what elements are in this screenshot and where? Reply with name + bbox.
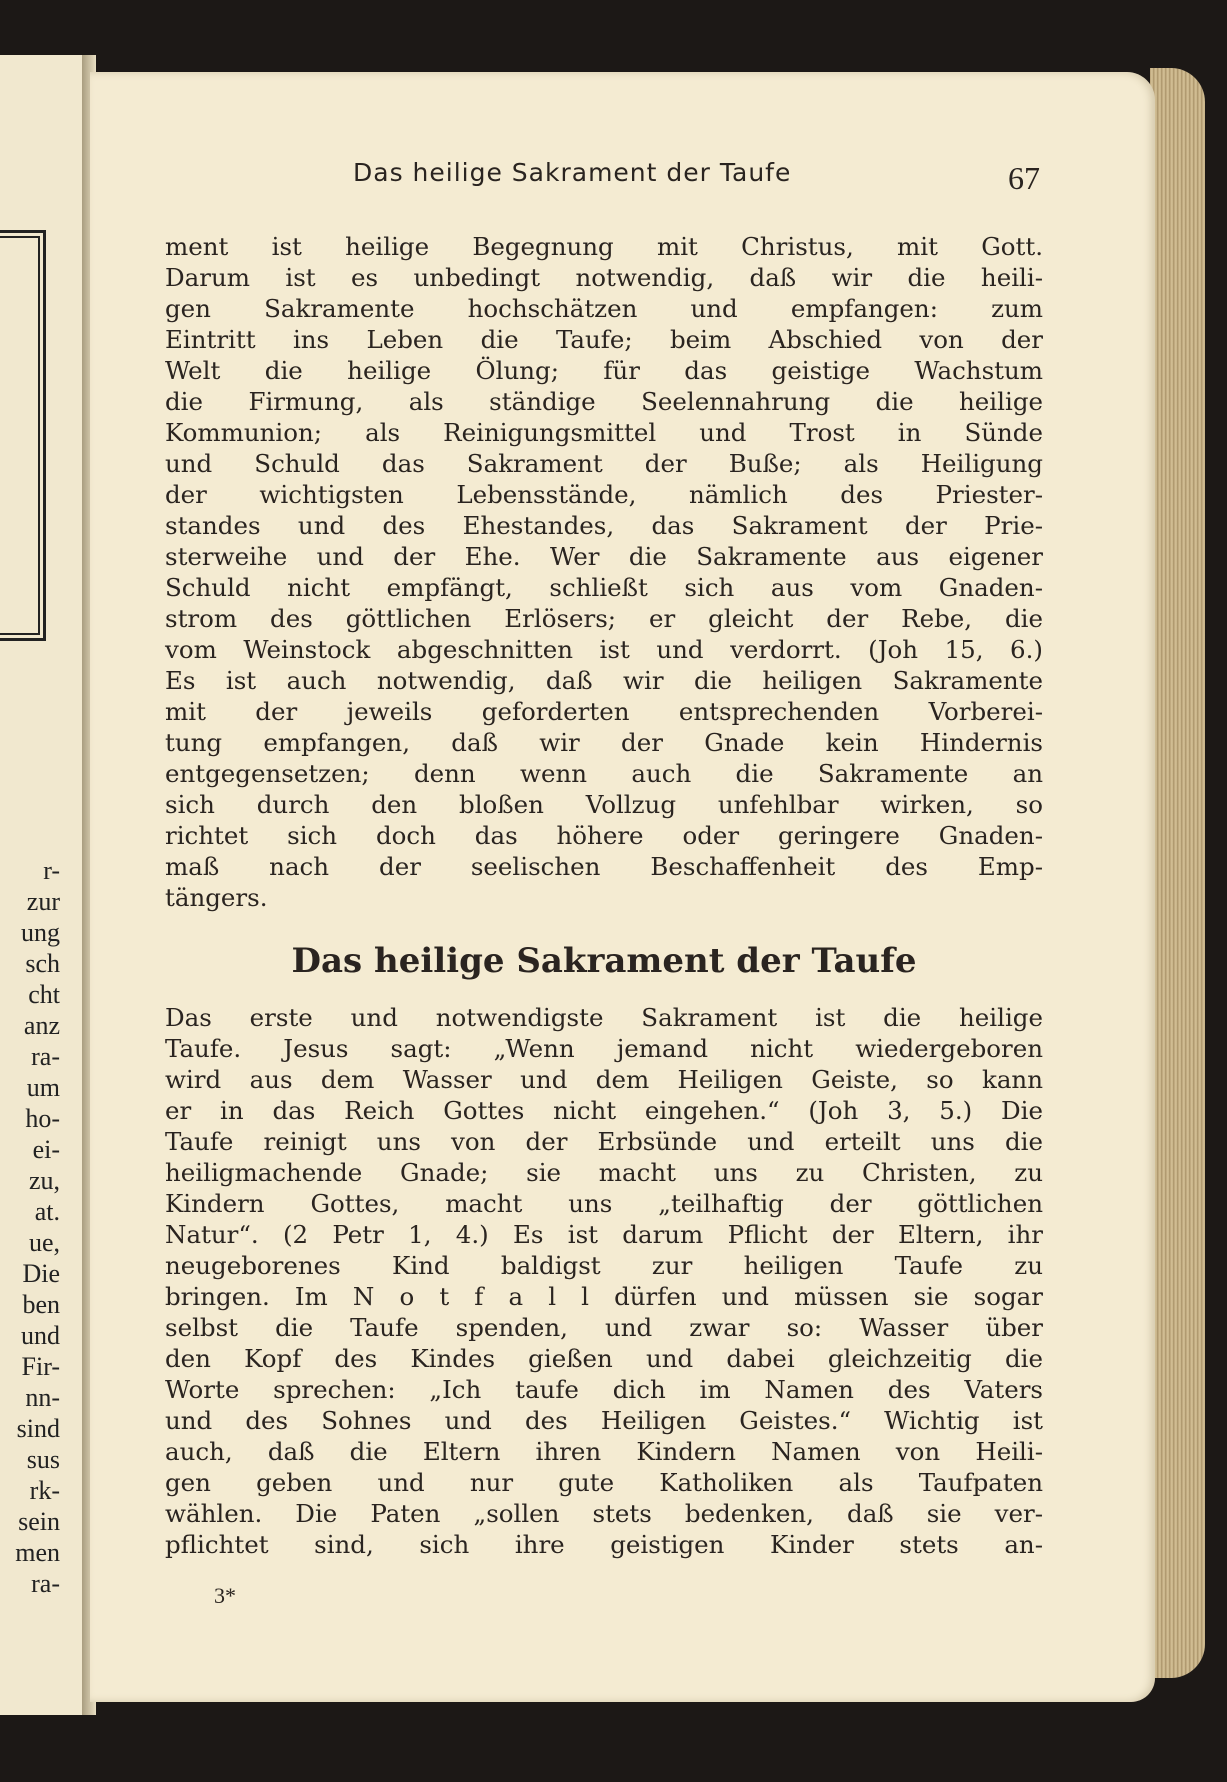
facing-page-fragment: sch <box>25 949 60 978</box>
facing-page-fragment: rk- <box>29 1476 60 1505</box>
text-line: er in das Reich Gottes nicht eingehen.“ (Joh 3, 5.) Die <box>165 1096 1043 1125</box>
facing-page-text-fragments <box>0 855 60 1599</box>
text-line: Taufe reinigt uns von der Erbsünde und erteilt uns die <box>165 1127 1043 1156</box>
running-head: Das heilige Sakrament der Taufe <box>353 158 792 187</box>
facing-page-fragment: Die <box>22 1259 60 1288</box>
facing-page-fragment: anz <box>23 1011 60 1040</box>
text-line: Taufe. Jesus sagt: „Wenn jemand nicht wiedergeboren <box>165 1034 1043 1063</box>
facing-page-fragment: ra- <box>31 1569 60 1598</box>
text-line: richtet sich doch das höhere oder geringere Gnaden- <box>165 821 1043 850</box>
paragraph <box>165 231 1043 913</box>
page-edges <box>1150 68 1205 1678</box>
facing-page-fragment: nn- <box>25 1383 60 1412</box>
text-line: standes und des Ehestandes, das Sakrament der Prie- <box>165 511 1043 540</box>
facing-page-fragment: ung <box>21 918 60 947</box>
facing-page-fragment: at. <box>34 1197 60 1226</box>
text-line: selbst die Taufe spenden, und zwar so: Wasser über <box>165 1313 1043 1342</box>
text-line: pflichtet sind, sich ihre geistigen Kinder stets an- <box>165 1530 1043 1559</box>
text-line: Worte sprechen: „Ich taufe dich im Namen des Vaters <box>165 1375 1043 1404</box>
text-line: auch, daß die Eltern ihren Kindern Namen von Heili- <box>165 1437 1043 1466</box>
frame-ornament <box>0 568 1 603</box>
text-line: und Schuld das Sakrament der Buße; als Heiligung <box>165 449 1043 478</box>
text-line: Natur“. (2 Petr 1, 4.) Es ist darum Pflicht der Eltern, ihr <box>165 1220 1043 1249</box>
text-line: Es ist auch notwendig, daß wir die heiligen Sakramente <box>165 666 1043 695</box>
facing-page-fragment: ben <box>22 1290 60 1319</box>
facing-page-fragment: ra- <box>31 1042 60 1071</box>
facing-page-fragment: Fir- <box>21 1352 60 1381</box>
facing-page-fragment: sus <box>26 1445 60 1474</box>
text-line: mit der jeweils geforderten entsprechenden Vorberei- <box>165 697 1043 726</box>
text-line: maß nach der seelischen Beschaffenheit des Emp- <box>165 852 1043 881</box>
text-line: neugeborenes Kind baldigst zur heiligen Taufe zu <box>165 1251 1043 1280</box>
text-line: entgegensetzen; denn wenn auch die Sakramente an <box>165 759 1043 788</box>
facing-page-fragment: und <box>21 1321 60 1350</box>
text-line: vom Weinstock abgeschnitten ist und verdorrt. (Joh 15, 6.) <box>165 635 1043 664</box>
text-line: bringen. Im N o t f a l l dürfen und müssen sie sogar <box>165 1282 1043 1311</box>
page-number: 67 <box>1008 160 1040 196</box>
facing-page-fragment: men <box>15 1538 60 1567</box>
facing-page-fragment: ho- <box>25 1104 60 1133</box>
text-line: die Firmung, als ständige Seelennahrung die heilige <box>165 387 1043 416</box>
text-line: und des Sohnes und des Heiligen Geistes.“ Wichtig ist <box>165 1406 1043 1435</box>
text-line: Darum ist es unbedingt notwendig, daß wir die heili- <box>165 263 1043 292</box>
facing-page-fragment: zur <box>26 887 60 916</box>
text-line: sich durch den bloßen Vollzug unfehlbar wirken, so <box>165 790 1043 819</box>
text-line: wählen. Die Paten „sollen stets bedenken, daß sie ver- <box>165 1499 1043 1528</box>
facing-page-fragment: sein <box>18 1507 60 1536</box>
text-line: Schuld nicht empfängt, schließt sich aus vom Gnaden- <box>165 573 1043 602</box>
printer-signature: 3* <box>214 1583 236 1608</box>
text-line: Eintritt ins Leben die Taufe; beim Abschied von der <box>165 325 1043 354</box>
text-line: tung empfangen, daß wir der Gnade kein Hindernis <box>165 728 1043 757</box>
facing-page-fragment: ei- <box>32 1135 60 1164</box>
text-line: sterweihe und der Ehe. Wer die Sakramente aus eigener <box>165 542 1043 571</box>
facing-page-fragment: zu, <box>28 1166 60 1195</box>
section-heading: Das heilige Sakrament der Taufe <box>291 941 917 981</box>
text-line: Kindern Gottes, macht uns „teilhaftig der göttlichen <box>165 1189 1043 1218</box>
text-line: tängers. <box>165 883 268 912</box>
text-line: gen geben und nur gute Katholiken als Taufpaten <box>165 1468 1043 1497</box>
facing-page-frame <box>0 230 46 641</box>
text-line: strom des göttlichen Erlösers; er gleicht der Rebe, die <box>165 604 1043 633</box>
text-line: Das erste und notwendigste Sakrament ist die heilige <box>165 1003 1043 1032</box>
text-line: Kommunion; als Reinigungsmittel und Trost in Sünde <box>165 418 1043 447</box>
facing-page-fragment: cht <box>28 980 60 1009</box>
text-line: heiligmachende Gnade; sie macht uns zu Christen, zu <box>165 1158 1043 1187</box>
text-line: Welt die heilige Ölung; für das geistige Wachstum <box>165 356 1043 385</box>
facing-page-fragment: um <box>26 1073 60 1102</box>
text-line: wird aus dem Wasser und dem Heiligen Geiste, so kann <box>165 1065 1043 1094</box>
paragraph <box>165 1002 1043 1560</box>
text-line: den Kopf des Kindes gießen und dabei gleichzeitig die <box>165 1344 1043 1373</box>
facing-page-fragment: r- <box>43 856 60 885</box>
facing-page-fragment: sind <box>16 1414 60 1443</box>
text-line: ment ist heilige Begegnung mit Christus, mit Gott. <box>165 232 1043 261</box>
text-line: der wichtigsten Lebensstände, nämlich des Priester- <box>165 480 1043 509</box>
text-line: gen Sakramente hochschätzen und empfangen: zum <box>165 294 1043 323</box>
facing-page <box>0 55 90 1715</box>
frame-ornament <box>0 241 1 276</box>
facing-page-fragment: ue, <box>28 1228 60 1257</box>
